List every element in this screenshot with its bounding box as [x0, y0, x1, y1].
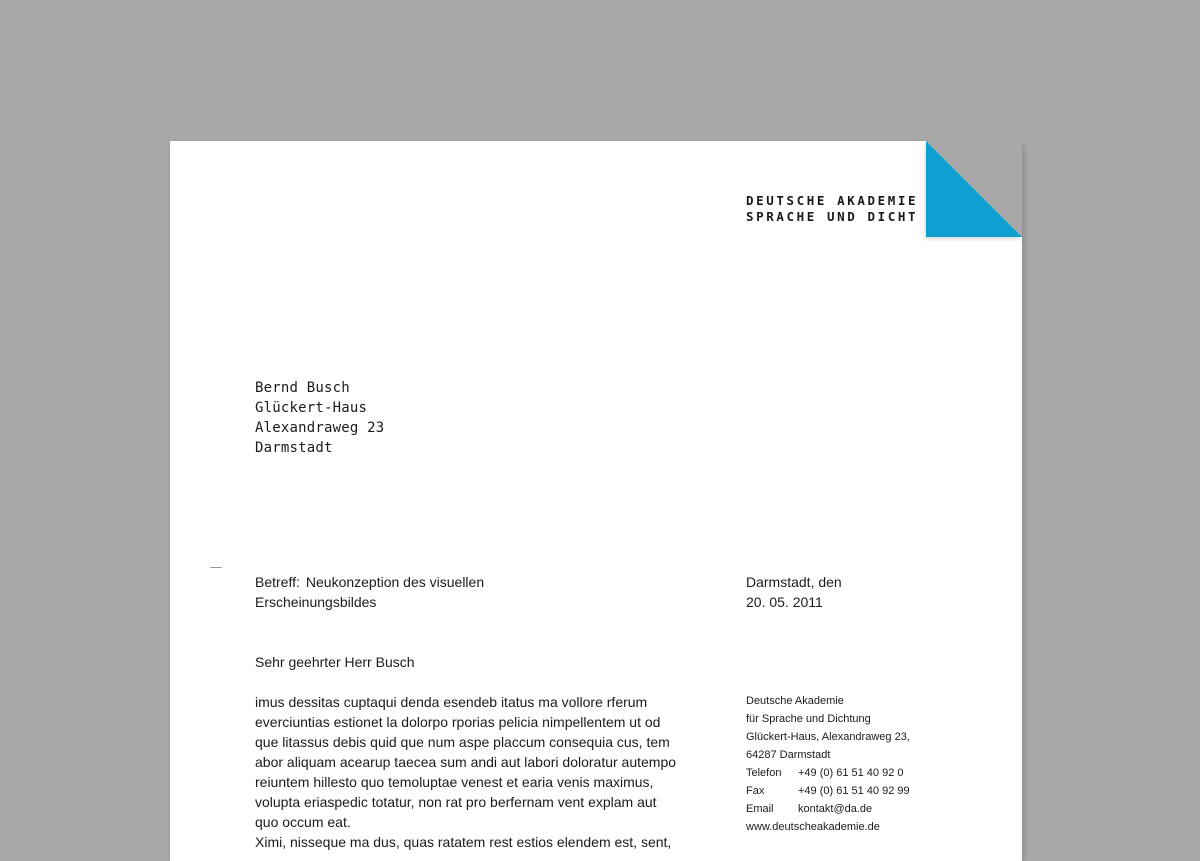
- body-line: imus dessitas cuptaqui denda esendeb itatus ma vollore rferum: [255, 694, 648, 710]
- salutation: Sehr geehrter Herr Busch: [255, 654, 415, 670]
- sender-line-3: Glückert-Haus, Alexandraweg 23,: [746, 731, 910, 743]
- subject-text-2: Erscheinungsbildes: [255, 594, 377, 610]
- fold-mark: [210, 567, 222, 568]
- body-line: reiuntem hillesto quo temoluptae venest et earia venis maximus,: [255, 774, 654, 790]
- subject-label: Betreff:: [255, 574, 300, 590]
- letterhead-logo: [746, 193, 926, 225]
- date-place: Darmstadt, den: [746, 574, 842, 590]
- body-line: abor aliquam acearup taecea sum andi aut labori doloratur autempo: [255, 754, 677, 770]
- sender-email-row: [746, 800, 910, 818]
- email-label: Email: [746, 803, 774, 815]
- logo-line-2: SPRACHE UND DICHT: [746, 209, 919, 224]
- sender-line-1: Deutsche Akademie: [746, 695, 844, 707]
- sender-fax-row: [746, 782, 910, 800]
- sender-line-2: für Sprache und Dichtung: [746, 713, 871, 725]
- sender-phone-row: [746, 764, 910, 782]
- recipient-city: Darmstadt: [255, 440, 333, 456]
- body-line: quo occum eat.: [255, 814, 351, 830]
- sender-website: www.deutscheakademie.de: [746, 821, 880, 833]
- recipient-address: [255, 378, 384, 458]
- recipient-name: Bernd Busch: [255, 380, 350, 396]
- letter-body: [255, 692, 705, 852]
- recipient-street: Alexandraweg 23: [255, 420, 385, 436]
- date-block: [746, 572, 842, 612]
- folded-corner: [926, 141, 1022, 237]
- body-line: volupta eriaspedic totatur, non rat pro berfernam vent explam aut: [255, 794, 657, 810]
- subject-text-1: Neukonzeption des visuellen: [305, 574, 485, 590]
- body-line: que litassus debis quid que num aspe placcum consequia cus, tem: [255, 734, 670, 750]
- body-line: Ximi, nisseque ma dus, quas ratatem rest estios elendem est, sent,: [255, 834, 672, 850]
- recipient-building: Glückert-Haus: [255, 400, 368, 416]
- fax-value: +49 (0) 61 51 40 92 99: [798, 785, 910, 797]
- body-line: everciuntias estionet la dolorpo rporias pelicia nimpellentem ut od: [255, 714, 661, 730]
- phone-value: +49 (0) 61 51 40 92 0: [798, 767, 904, 779]
- fax-label: Fax: [746, 785, 765, 797]
- sender-info: [746, 692, 910, 836]
- phone-label: Telefon: [746, 767, 782, 779]
- subject-line: [255, 572, 725, 612]
- email-value: kontakt@da.de: [798, 803, 873, 815]
- date-value: 20. 05. 2011: [746, 594, 823, 610]
- sender-line-4: 64287 Darmstadt: [746, 749, 831, 761]
- logo-line-1: DEUTSCHE AKADEMIE: [746, 193, 919, 208]
